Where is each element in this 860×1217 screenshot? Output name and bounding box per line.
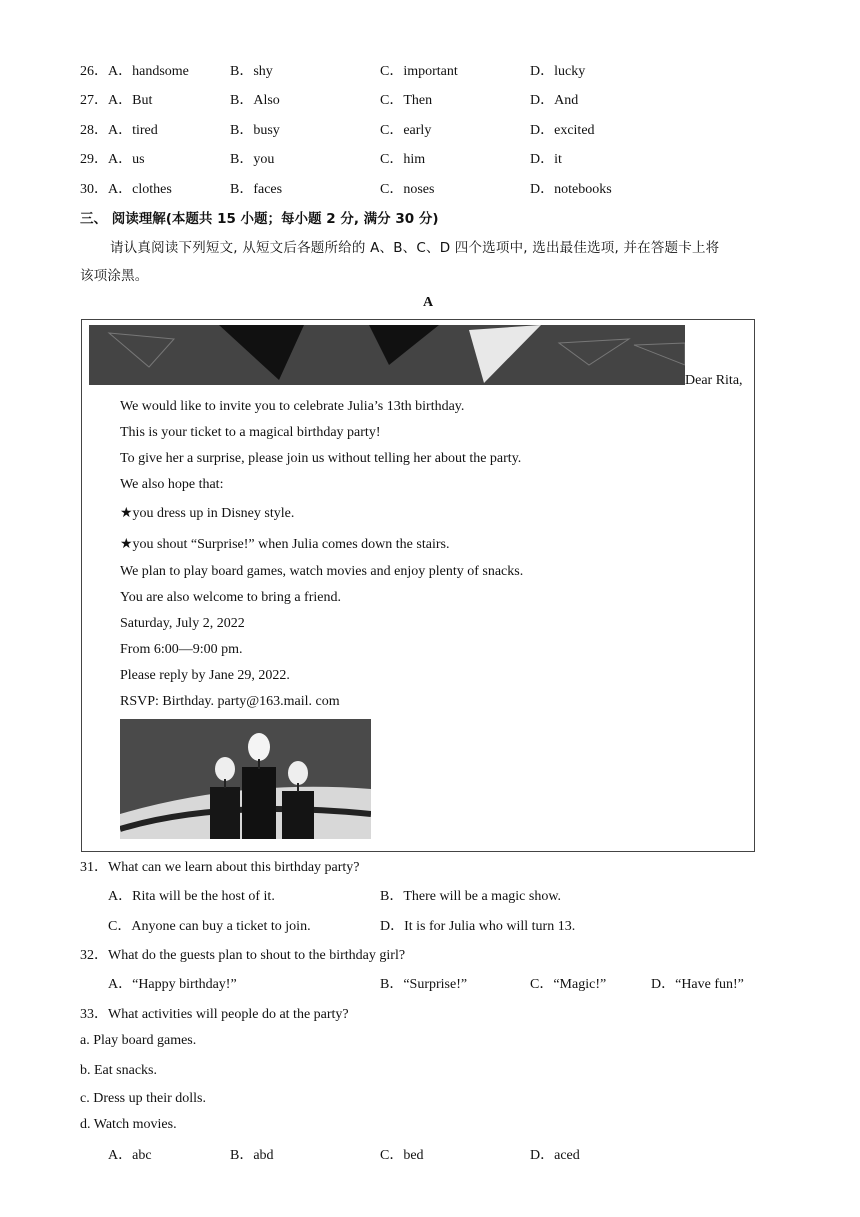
question-31-option-b: B．There will be a magic show. [380,889,562,904]
question-32-stem: 32．What do the guests plan to shout to the birthday girl? [80,948,406,963]
invitation-line: To give her a surprise, please join us without telling her about the party. [120,451,522,466]
option-b: B．busy [230,123,280,138]
reply-deadline: Please reply by Jane 29, 2022. [120,668,290,683]
option-a: A．But [108,93,153,108]
question-32-option-b: B．“Surprise!” [380,977,468,992]
question-number: 30． [80,182,108,197]
question-number: 29． [80,152,108,167]
option-b: B．faces [230,182,283,197]
question-number: 28． [80,123,108,138]
option-b: B．you [230,152,275,167]
question-31-option-a: A．Rita will be the host of it. [108,889,275,904]
option-d: D．excited [530,123,595,138]
option-a: A．us [108,152,145,167]
rsvp-email: RSVP: Birthday. party@163.mail. com [120,694,340,709]
party-time: From 6:00—9:00 pm. [120,642,243,657]
option-b: B．shy [230,64,273,79]
option-c: C．early [380,123,432,138]
question-33-stem: 33．What activities will people do at the party? [80,1007,349,1022]
question-32-option-a: A．“Happy birthday!” [108,977,237,992]
candles-icon [120,719,371,839]
option-d: D．notebooks [530,182,612,197]
question-number: 26． [80,64,108,79]
invitation-bullet: ★you shout “Surprise!” when Julia comes down the stairs. [120,537,450,552]
question-33-item: d. Watch movies. [80,1117,177,1132]
option-a: A．tired [108,123,158,138]
question-32-option-c: C．“Magic!” [530,977,607,992]
bunting-flags-icon [89,325,685,385]
option-a: A．clothes [108,182,172,197]
party-date: Saturday, July 2, 2022 [120,616,245,631]
question-33-item: b. Eat snacks. [80,1063,157,1078]
option-c: C．noses [380,182,435,197]
question-32-option-d: D．“Have fun!” [651,977,744,992]
section-instruction-line1: 请认真阅读下列短文, 从短文后各题所给的 A、B、C、D 四个选项中, 选出最佳选项, 并在答题卡上将 [110,240,720,256]
question-33-option-a: A．abc [108,1148,152,1163]
bunting-banner-image [89,325,685,385]
option-d: D．lucky [530,64,586,79]
option-a: A．handsome [108,64,189,79]
passage-label: A [423,295,434,310]
invitation-line: This is your ticket to a magical birthday party! [120,425,381,440]
invitation-line: We also hope that: [120,477,224,492]
option-c: C．Then [380,93,433,108]
option-b: B．Also [230,93,280,108]
option-c: C．important [380,64,458,79]
invitation-line: We would like to invite you to celebrate Julia’s 13th birthday. [120,399,465,414]
invitation-line: You are also welcome to bring a friend. [120,590,341,605]
invitation-bullet: ★you dress up in Disney style. [120,506,295,521]
question-33-option-b: B．abd [230,1148,274,1163]
candles-photo [120,719,371,839]
option-d: D．And [530,93,579,108]
greeting: Dear Rita, [685,373,743,388]
question-33-item: c. Dress up their dolls. [80,1091,206,1106]
question-31-option-c: C．Anyone can buy a ticket to join. [108,919,311,934]
invitation-line: We plan to play board games, watch movies and enjoy plenty of snacks. [120,564,524,579]
question-31-option-d: D．It is for Julia who will turn 13. [380,919,576,934]
question-33-option-c: C．bed [380,1148,424,1163]
question-33-option-d: D．aced [530,1148,580,1163]
section-instruction-line2: 该项涂黑。 [80,268,149,284]
option-c: C．him [380,152,426,167]
question-number: 27． [80,93,108,108]
option-d: D．it [530,152,562,167]
question-31-stem: 31．What can we learn about this birthday party? [80,860,360,875]
section-title: 三、 阅读理解(本题共 15 小题；每小题 2 分, 满分 30 分) [80,211,439,227]
question-33-item: a. Play board games. [80,1033,197,1048]
